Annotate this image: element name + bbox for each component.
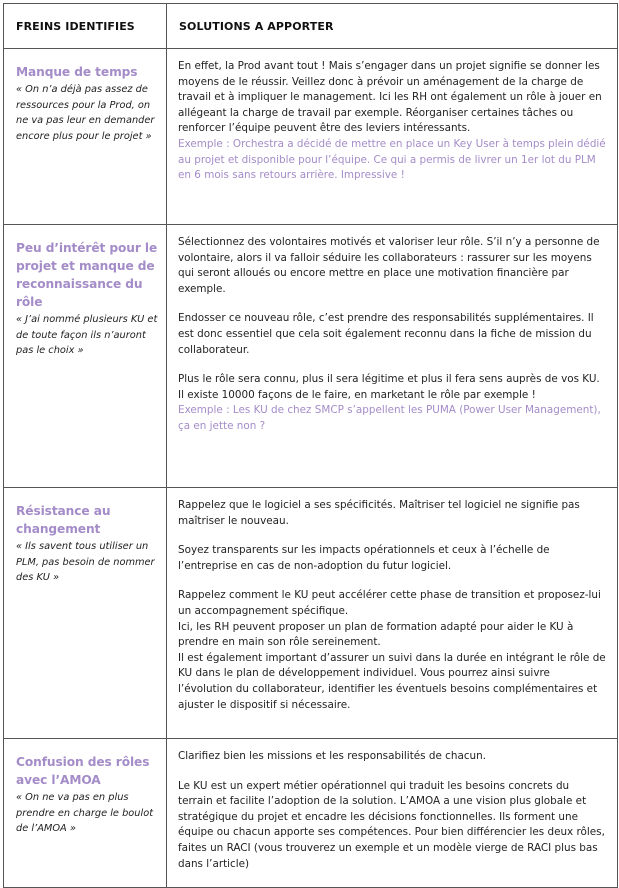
frein-title: Peu d’intérêt pour le projet et manque de reconnaissance du rôle [16,241,158,309]
header-solutions: SOLUTIONS A APPORTER [167,4,618,49]
frein-quote: « On n’a déjà pas assez de ressources pour la Prod, on ne va pas leur en demander encore plus pour le projet » [16,84,155,142]
frein-title: Confusion des rôles avec l’AMOA [16,755,150,787]
solution-example: Exemple : Les KU de chez SMCP s’appellent les PUMA (Power User Management), ça en jette non ? [178,404,601,432]
solution-paragraph: Rappelez que le logiciel a ses spécificités. Maîtriser tel logiciel ne signifie pas maîtriser le nouveau. [178,499,580,527]
frein-quote: « J’ai nommé plusieurs KU et de toute façon ils n’auront pas le choix » [16,314,158,356]
table-row [4,225,618,488]
frein-quote: « Ils savent tous utiliser un PLM, pas besoin de nommer des KU » [16,541,155,583]
table-row [4,739,618,888]
solution-paragraph: Soyez transparents sur les impacts opérationnels et ceux à l’échelle de l’entreprise en cas de non-adoption du futur logiciel. [178,544,550,572]
solution-paragraph: En effet, la Prod avant tout ! Mais s’engager dans un projet signifie se donner les moyens de le réussir. Veillez donc à prévoir un aménagement de la charge de travail et à impliquer le management. Ici les RH ont également un rôle à jouer en allégeant la charge de travail par exemple. Réorganiser certaines tâches ou renforcer l’équipe peuvent être des leviers intéressants. [178,60,602,135]
frein-cell [4,49,167,225]
table-row [4,488,618,739]
frein-cell [4,225,167,488]
frein-title: Manque de temps [16,65,138,79]
header-freins: FREINS IDENTIFIES [4,4,167,49]
table-row [4,49,618,225]
table-header-row [4,4,618,49]
solution-paragraph: Plus le rôle sera connu, plus il sera légitime et plus il fera sens auprès de vos KU. Il existe 10000 façons de le faire, en marketant le rôle par exemple ! [178,373,600,401]
solution-paragraph: Sélectionnez des volontaires motivés et valoriser leur rôle. S’il n’y a personne de volontaire, alors il va falloir séduire les collaborateurs : rassurer sur les moyens qui seront alloués ou encore mettre en place une motivation financière par exemple. [178,236,600,295]
frein-title: Résistance au changement [16,504,111,536]
solution-example: Exemple : Orchestra a décidé de mettre en place un Key User à temps plein dédié au projet et disponible pour l’équipe. Ce qui a permis de livrer un 1er lot du PLM en 6 mois sans retours arrière. Impressive ! [178,137,606,182]
frein-cell [4,488,167,739]
solution-cell [167,49,618,225]
solution-paragraph: Il est également important d’assurer un suivi dans la durée en intégrant le rôle de KU dans le plan de développement individuel. Vous pourrez ainsi suivre l’évolution du collaborateur, identifier les éventuels besoins complémentaires et ajuster le dispositif si nécessaire. [178,651,606,711]
frein-cell [4,739,167,888]
freins-solutions-table [3,3,618,888]
solution-paragraph: Le KU est un expert métier opérationnel qui traduit les besoins concrets du terrain et facilite l’adoption de la solution. L’AMOA a une vision plus globale et stratégique du projet et encadre les décisions fonctionnelles. Ils forment une équipe ou chacun apporte ses compétences. Pour bien différencier les deux rôles, faites un RACI (vous trouverez un exemple et un modèle vierge de RACI plus bas dans l’article) [178,779,605,870]
solution-paragraph: Ici, les RH peuvent proposer un plan de formation adapté pour aider le KU à prendre en main son rôle sereinement. [178,620,574,649]
solution-paragraph: Clarifiez bien les missions et les responsabilités de chacun. [178,750,487,762]
solution-cell [167,488,618,739]
solution-paragraph: Rappelez comment le KU peut accélérer cette phase de transition et proposez-lui un accompagnement spécifique. [178,589,601,617]
frein-quote: « On ne va pas en plus prendre en charge le boulot de l’AMOA » [16,792,154,834]
solution-paragraph: Endosser ce nouveau rôle, c’est prendre des responsabilités supplémentaires. Il est donc essentiel que cela soit également reconnu dans la fiche de mission du collaborateur. [178,312,594,356]
solution-cell [167,739,618,888]
solution-cell [167,225,618,488]
